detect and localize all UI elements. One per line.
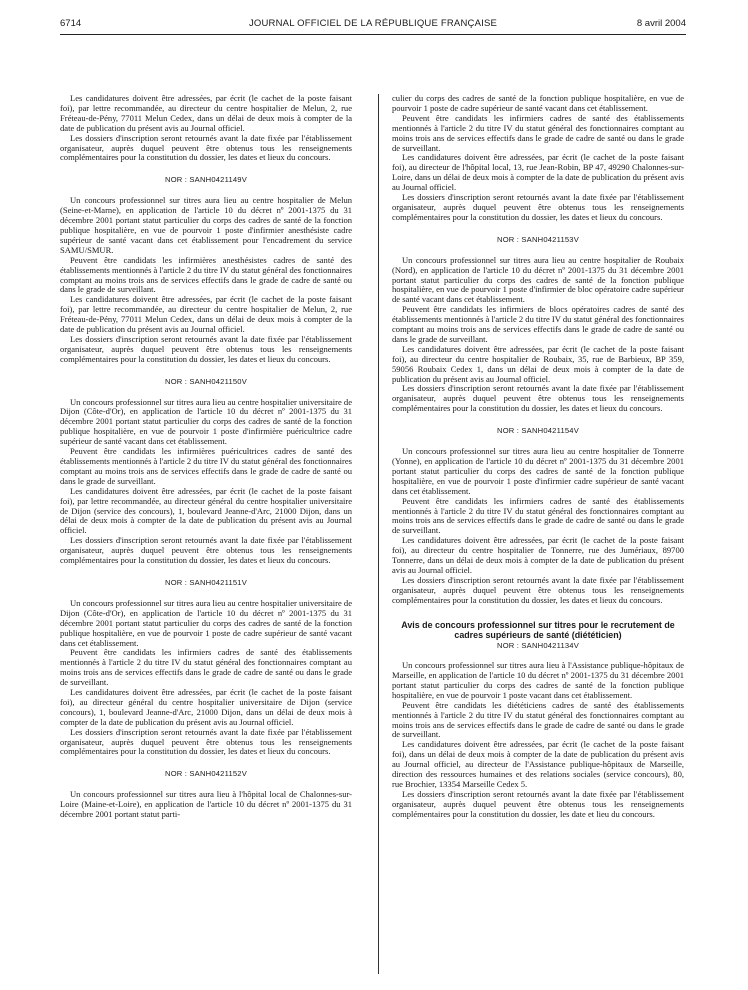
paragraph: Les dossiers d'inscription seront retournés avant la date fixée par l'établissement organisateur, auprès duquel peuvent être obtenus tous les renseignements complémentaires pour la constitution du dossier, les dates et lieux du concours.	[60, 333, 352, 364]
paragraph: Les dossiers d'inscription seront retournés avant la date fixée par l'établissement organisateur, auprès duquel peuvent être obtenus tous les renseignements complémentaires pour la constitution du dossier, les dates et lieux du concours.	[392, 383, 684, 414]
paragraph: Les candidatures doivent être adressées, par écrit (le cachet de la poste faisant foi), au directeur du centre hospitalier de Roubaix, 35, rue de Barbieux, BP 359, 59056 Roubaix Cedex 1, dans un délai de deux mois à compter de la date de publication du présent avis au Journal officiel.	[392, 343, 684, 384]
paragraph: Les candidatures doivent être adressées, par écrit (le cachet de la poste faisant foi), au directeur du centre hospitalier de Tonnerre, rue des Jumériaux, 89700 Tonnerre, dans un délai de deux mois à compter de la date de publication du présent avis au Journal officiel.	[392, 535, 684, 575]
header-rule	[60, 34, 686, 35]
nor-reference: NOR : SANH0421153V	[497, 234, 579, 244]
paragraph: Un concours professionnel sur titres aura lieu au centre hospitalier de Roubaix (Nord), en application de l'article 10 du décret nº 2001-1375 du 31 décembre 2001 portant statut particulier du corps des cadres de santé de la fonction publique hospitalière, en vue de pourvoir 1 poste d'infirmier de bloc opératoire cadre supérieur de santé vacant dans cet établissement.	[392, 254, 684, 305]
paragraph: Peuvent être candidats les infirmières anesthésistes cadres de santé des établissements mentionnés à l'article 2 du titre IV du statut général des fonctionnaires comptant au moins trois ans de services effectifs dans le grade de cadre de santé ou dans le grade de surveillant.	[60, 254, 352, 295]
paragraph: Les dossiers d'inscription seront retournés avant la date fixée par l'établissement organisateur, auprès duquel peuvent être obtenus tous les renseignements complémentaires pour la constitution du dossier, les date et lieu du concours.	[392, 788, 684, 819]
nor-reference: NOR : SANH0421134V	[497, 641, 579, 651]
nor-reference: NOR : SANH0421152V	[165, 769, 247, 779]
nor-reference: NOR : SANH0421150V	[165, 376, 247, 386]
page-number: 6714	[60, 18, 82, 29]
journal-title: JOURNAL OFFICIEL DE LA RÉPUBLIQUE FRANÇAISE	[248, 18, 498, 29]
paragraph: Peuvent être candidats les infirmiers cadres de santé des établissements mentionnés à l'article 2 du titre IV du statut général des fonctionnaires comptant au moins trois ans de services effectifs dans le grade de cadre de santé ou dans le grade de surveillant.	[60, 647, 352, 688]
paragraph: Les candidatures doivent être adressées, par écrit (le cachet de la poste faisant foi), par lettre recommandée, au directeur du centre hospitalier de Melun, 2, rue Fréteau-de-Pény, 77011 Melun Cedex, dans un délai de deux mois à compter de la date de publication du présent avis au Journal officiel.	[60, 93, 352, 133]
left-column	[60, 94, 352, 820]
paragraph: Les dossiers d'inscription seront retournés avant la date fixée par l'établissement organisateur, auprès duquel peuvent être obtenus tous les renseignements complémentaires pour la constitution du dossier, les dates et lieux du concours.	[392, 574, 684, 605]
paragraph: Un concours professionnel sur titres aura lieu au centre hospitalier universitaire de Dijon (Côte-d'Or), en application de l'article 10 du décret nº 2001-1375 du 31 décembre 2001 portant statut particulier du corps des cadres de santé de la fonction publique hospitalière, en vue de pourvoir 1 poste de cadre supérieur de santé vacant dans cet établissement.	[60, 597, 352, 648]
nor-reference: NOR : SANH0421154V	[497, 426, 579, 436]
paragraph: Les candidatures doivent être adressées, par écrit (le cachet de la poste faisant foi), par lettre recommandée, au directeur général du centre hospitalier universitaire de Dijon (service des concours), 1, boulevard Jeanne-d'Arc, 21000 Dijon, dans un délai de deux mois à compter de la date de publication du présent avis au Journal officiel.	[60, 485, 352, 536]
paragraph: Un concours professionnel sur titres aura lieu au centre hospitalier universitaire de Dijon (Côte-d'Or), en application de l'article 10 du décret nº 2001-1375 du 31 décembre 2001 portant statut particulier du corps des cadres de santé de la fonction publique hospitalière, en vue de pourvoir 1 poste d'infirmière puéricultrice cadre supérieur de santé vacant dans cet établissement.	[60, 396, 352, 447]
paragraph: Les dossiers d'inscription seront retournés avant la date fixée par l'établissement organisateur, auprès duquel peuvent être obtenus tous les renseignements complémentaires pour la constitution du dossier, les dates et lieux du concours.	[60, 535, 352, 566]
paragraph: Les candidatures doivent être adressées, par écrit (le cachet de la poste faisant foi), au directeur général du centre hospitalier universitaire de Dijon (service concours), 1, boulevard Jeanne-d'Arc, 21000 Dijon, dans un délai de deux mois à compter de la date de publication du présent avis au Journal officiel.	[60, 687, 352, 727]
paragraph: Les candidatures doivent être adressées, par écrit (le cachet de la poste faisant foi), au directeur de l'hôpital local, 13, rue Jean-Robin, BP 47, 49290 Chalonnes-sur-Loire, dans un délai de deux mois à compter de la date de publication du présent avis au Journal officiel.	[392, 152, 684, 193]
paragraph: Peuvent être candidats les infirmiers de blocs opératoires cadres de santé des établissements mentionnés à l'article 2 du titre IV du statut général des fonctionnaires comptant au moins trois ans de services effectifs dans le grade de cadre de santé ou dans le grade de surveillant.	[392, 304, 684, 344]
section-title: Avis de concours professionnel sur titres pour le recrutement de cadres supérieurs de santé (diététicien)	[401, 619, 675, 640]
paragraph: Les dossiers d'inscription seront retournés avant la date fixée par l'établissement organisateur, auprès duquel peuvent être obtenus tous les renseignements complémentaires pour la constitution du dossier, les dates et lieux du concours.	[60, 132, 352, 163]
paragraph: Un concours professionnel sur titres aura lieu à l'Assistance publique-hôpitaux de Marseille, en application de l'article 10 du décret nº 2001-1375 du 31 décembre 2001 portant statut particulier du corps des cadres de santé de la fonction publique hospitalière, en vue de pourvoir 1 poste vacant dans cet établissement.	[392, 660, 684, 700]
paragraph: Les dossiers d'inscription seront retournés avant la date fixée par l'établissement organisateur, auprès duquel peuvent être obtenus tous les renseignements complémentaires pour la constitution du dossier, les dates et lieux du concours.	[60, 726, 352, 757]
paragraph: Les candidatures doivent être adressées, par écrit (le cachet de la poste faisant foi), dans un délai de deux mois à compter de la date de publication du présent avis au Journal officiel, au directeur de l'Assistance publique-hôpitaux de Marseille, direction des ressources humaines et des relations sociales (service concours), 80, rue Brochier, 13354 Marseille Cedex 5.	[392, 739, 684, 789]
paragraph: Un concours professionnel sur titres aura lieu à l'hôpital local de Chalonnes-sur-Loire (Maine-et-Loire), en application de l'article 10 du décret nº 2001-1375 du 31 décembre 2001 portant statut parti-	[60, 789, 352, 820]
paragraph: Les dossiers d'inscription seront retournés avant la date fixée par l'établissement organisateur, auprès duquel peuvent être obtenus tous les renseignements complémentaires pour la constitution du dossier, les dates et lieux du concours.	[392, 192, 684, 222]
paragraph: Peuvent être candidats les diététiciens cadres de santé des établissements mentionnés à l'article 2 du titre IV du statut général des fonctionnaires comptant au moins trois ans de services effectifs dans le grade de cadre de santé ou dans le grade de surveillant.	[392, 699, 684, 740]
paragraph: Un concours professionnel sur titres aura lieu au centre hospitalier de Melun (Seine-et-Marne), en application de l'article 10 du décret nº 2001-1375 du 31 décembre 2001 portant statut particulier du corps des cadres de santé de la fonction publique hospitalière, en vue de pourvoir 1 poste d'infirmier anesthésiste cadre supérieur de santé vacant dans cet établissement pour l'encadrement du service SAMU/SMUR.	[60, 195, 352, 255]
paragraph: Peuvent être candidats les infirmières puéricultrices cadres de santé des établissements mentionnés à l'article 2 du titre IV du statut général des fonctionnaires comptant au moins trois ans de services effectifs dans le grade de cadre de santé ou dans le grade de surveillant.	[60, 446, 352, 486]
paragraph: Un concours professionnel sur titres aura lieu au centre hospitalier de Tonnerre (Yonne), en application de l'article 10 du décret nº 2001-1375 du 31 décembre 2001 portant statut particulier du corps des cadres de santé de la fonction publique hospitalière, en vue de pourvoir 1 poste d'infirmier cadre supérieur de santé vacant dans cet établissement.	[392, 446, 684, 496]
right-column	[392, 94, 684, 820]
nor-reference: NOR : SANH0421149V	[165, 175, 247, 185]
paragraph: Les candidatures doivent être adressées, par écrit (le cachet de la poste faisant foi), par lettre recommandée, au directeur du centre hospitalier de Melun, 2, rue Fréteau-de-Pény, 77011 Melun Cedex, dans un délai de deux mois à compter de la date de publication du présent avis au Journal officiel.	[60, 294, 352, 335]
page-header	[60, 18, 686, 32]
issue-date: 8 avril 2004	[636, 18, 686, 29]
column-divider	[378, 94, 379, 974]
paragraph-continuation: culier du corps des cadres de santé de la fonction publique hospitalière, en vue de pourvoir 1 poste de cadre supérieur de santé vacant dans cet établissement.	[392, 93, 684, 113]
nor-reference: NOR : SANH0421151V	[165, 577, 247, 587]
paragraph: Peuvent être candidats les infirmiers cadres de santé des établissements mentionnés à l'article 2 du titre IV du statut général des fonctionnaires comptant au moins trois ans de services effectifs dans le grade de cadre de santé ou dans le grade de surveillant.	[392, 495, 684, 536]
paragraph: Peuvent être candidats les infirmiers cadres de santé des établissements mentionnés à l'article 2 du titre IV du statut général des fonctionnaires comptant au moins trois ans de services effectifs dans le grade de cadre de santé ou dans le grade de surveillant.	[392, 112, 684, 153]
